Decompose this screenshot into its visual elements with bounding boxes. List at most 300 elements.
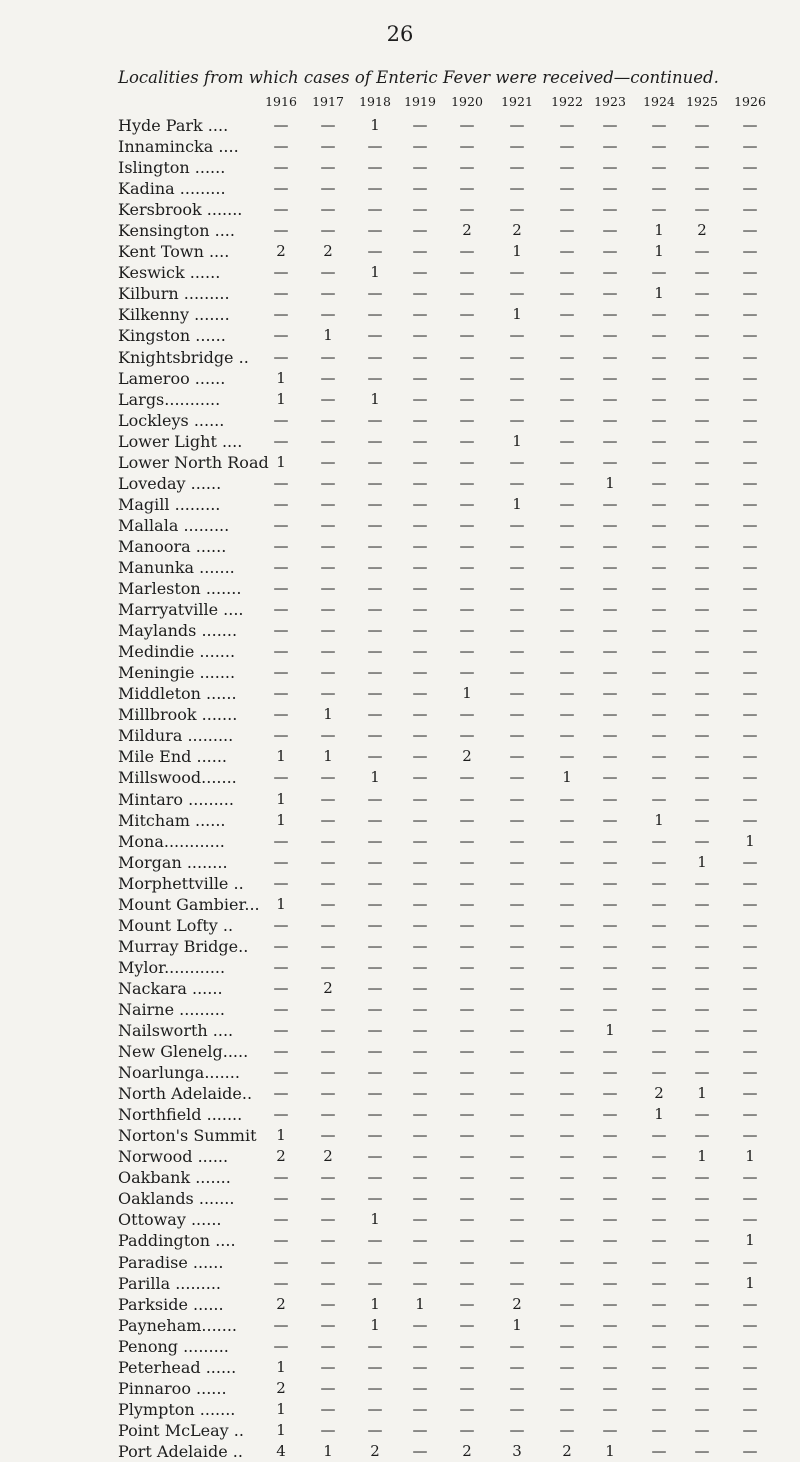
- case-count-cell: —: [273, 642, 289, 661]
- year-header: 1924: [643, 94, 675, 109]
- case-count-cell: —: [651, 515, 667, 534]
- case-count-cell: —: [742, 494, 758, 513]
- case-count-cell: —: [273, 1336, 289, 1355]
- case-count-cell: —: [509, 1105, 525, 1124]
- case-count-cell: —: [367, 326, 383, 345]
- case-count-cell: —: [694, 1378, 710, 1397]
- case-count-cell: —: [367, 1336, 383, 1355]
- case-count-cell: —: [602, 705, 618, 724]
- case-count-cell: —: [509, 557, 525, 576]
- case-count-cell: —: [273, 515, 289, 534]
- locality-name: Parkside ......: [118, 1294, 224, 1314]
- case-count-cell: —: [651, 579, 667, 598]
- case-count-cell: —: [320, 137, 336, 156]
- table-row: [0, 1146, 800, 1167]
- case-count-cell: —: [602, 1336, 618, 1355]
- table-row: [0, 1273, 800, 1294]
- case-count-cell: —: [602, 621, 618, 640]
- locality-name: Northfield .......: [118, 1105, 243, 1125]
- case-count-cell: —: [651, 305, 667, 324]
- case-count-cell: —: [651, 663, 667, 682]
- case-count-cell: —: [602, 642, 618, 661]
- case-count-cell: —: [694, 557, 710, 576]
- case-count-cell: —: [742, 368, 758, 387]
- case-count-cell: —: [602, 1042, 618, 1061]
- case-count-cell: —: [459, 1420, 475, 1439]
- case-count-cell: —: [694, 1252, 710, 1271]
- table-row: [0, 1209, 800, 1230]
- case-count-cell: —: [694, 284, 710, 303]
- case-count-cell: 1: [276, 368, 286, 387]
- case-count-cell: —: [651, 1210, 667, 1229]
- case-count-cell: —: [651, 431, 667, 450]
- case-count-cell: —: [273, 663, 289, 682]
- case-count-cell: —: [459, 1336, 475, 1355]
- case-count-cell: —: [651, 684, 667, 703]
- table-row: [0, 241, 800, 262]
- case-count-cell: —: [694, 1126, 710, 1145]
- case-count-cell: —: [320, 579, 336, 598]
- case-count-cell: —: [509, 978, 525, 997]
- case-count-cell: —: [559, 494, 575, 513]
- locality-name: Kersbrook .......: [118, 200, 243, 220]
- case-count-cell: —: [412, 1315, 428, 1334]
- case-count-cell: —: [602, 1063, 618, 1082]
- case-count-cell: —: [273, 600, 289, 619]
- case-count-cell: —: [412, 1126, 428, 1145]
- case-count-cell: —: [694, 621, 710, 640]
- case-count-cell: —: [651, 179, 667, 198]
- case-count-cell: —: [273, 326, 289, 345]
- case-count-cell: —: [651, 1336, 667, 1355]
- case-count-cell: —: [273, 1252, 289, 1271]
- case-count-cell: —: [694, 600, 710, 619]
- locality-name: Norton's Summit: [118, 1126, 257, 1146]
- case-count-cell: —: [412, 747, 428, 766]
- case-count-cell: —: [367, 684, 383, 703]
- case-count-cell: —: [559, 410, 575, 429]
- case-count-cell: —: [742, 1252, 758, 1271]
- case-count-cell: 2: [276, 1147, 286, 1166]
- case-count-cell: —: [602, 999, 618, 1018]
- case-count-cell: —: [509, 1378, 525, 1397]
- case-count-cell: 1: [697, 852, 707, 871]
- case-count-cell: 1: [562, 768, 572, 787]
- case-count-cell: —: [742, 810, 758, 829]
- case-count-cell: —: [459, 957, 475, 976]
- case-count-cell: —: [412, 137, 428, 156]
- case-count-cell: —: [651, 200, 667, 219]
- case-count-cell: —: [459, 1021, 475, 1040]
- case-count-cell: —: [742, 768, 758, 787]
- case-count-cell: —: [412, 579, 428, 598]
- case-count-cell: —: [602, 1147, 618, 1166]
- case-count-cell: 2: [276, 1294, 286, 1313]
- locality-name: Kensington ....: [118, 221, 235, 241]
- case-count-cell: —: [273, 1231, 289, 1250]
- case-count-cell: —: [459, 179, 475, 198]
- case-count-cell: 1: [745, 1231, 755, 1250]
- locality-name: Hyde Park ....: [118, 116, 229, 135]
- case-count-cell: —: [602, 768, 618, 787]
- case-count-cell: —: [602, 515, 618, 534]
- table-row: [0, 1252, 800, 1273]
- case-count-cell: —: [412, 705, 428, 724]
- table-row: [0, 1399, 800, 1420]
- case-count-cell: —: [651, 831, 667, 850]
- case-count-cell: —: [320, 1420, 336, 1439]
- case-count-cell: —: [559, 116, 575, 134]
- case-count-cell: —: [412, 852, 428, 871]
- case-count-cell: —: [412, 873, 428, 892]
- case-count-cell: —: [694, 768, 710, 787]
- year-header: 1918: [359, 94, 391, 109]
- case-count-cell: —: [694, 1336, 710, 1355]
- case-count-cell: —: [559, 600, 575, 619]
- case-count-cell: —: [320, 1294, 336, 1313]
- case-count-cell: 1: [512, 431, 522, 450]
- case-count-cell: —: [602, 431, 618, 450]
- case-count-cell: —: [651, 999, 667, 1018]
- case-count-cell: —: [559, 452, 575, 471]
- case-count-cell: —: [459, 1042, 475, 1061]
- case-count-cell: —: [694, 1168, 710, 1187]
- case-count-cell: —: [412, 116, 428, 134]
- case-count-cell: —: [651, 915, 667, 934]
- case-count-cell: —: [509, 1210, 525, 1229]
- case-count-cell: —: [509, 621, 525, 640]
- case-count-cell: 1: [745, 831, 755, 850]
- case-count-cell: —: [509, 263, 525, 282]
- table-row: [0, 452, 800, 473]
- case-count-cell: —: [742, 326, 758, 345]
- case-count-cell: —: [742, 389, 758, 408]
- table-row: [0, 262, 800, 283]
- case-count-cell: —: [320, 768, 336, 787]
- case-count-cell: —: [559, 557, 575, 576]
- table-row: [0, 641, 800, 662]
- table-row: [0, 1167, 800, 1188]
- case-count-cell: —: [367, 158, 383, 177]
- case-count-cell: —: [559, 705, 575, 724]
- table-row: [0, 1378, 800, 1399]
- case-count-cell: —: [509, 1063, 525, 1082]
- case-count-cell: —: [602, 852, 618, 871]
- case-count-cell: 1: [697, 1147, 707, 1166]
- case-count-cell: —: [509, 663, 525, 682]
- table-row: [0, 178, 800, 199]
- case-count-cell: 2: [323, 242, 333, 261]
- year-header: 1926: [734, 94, 766, 109]
- case-count-cell: —: [509, 452, 525, 471]
- case-count-cell: —: [602, 978, 618, 997]
- case-count-cell: —: [320, 663, 336, 682]
- case-count-cell: —: [367, 1273, 383, 1292]
- year-header: 1921: [501, 94, 533, 109]
- locality-name: Mallala .........: [118, 515, 230, 535]
- case-count-cell: —: [694, 789, 710, 808]
- case-count-cell: —: [459, 536, 475, 555]
- locality-name: Kent Town ....: [118, 242, 230, 262]
- case-count-cell: —: [320, 1357, 336, 1376]
- case-count-cell: 1: [276, 1420, 286, 1439]
- case-count-cell: —: [459, 410, 475, 429]
- table-row: [0, 1315, 800, 1336]
- case-count-cell: —: [459, 1378, 475, 1397]
- case-count-cell: —: [559, 1378, 575, 1397]
- case-count-cell: —: [559, 642, 575, 661]
- table-row: [0, 999, 800, 1020]
- case-count-cell: —: [367, 810, 383, 829]
- case-count-cell: —: [459, 810, 475, 829]
- case-count-cell: —: [367, 305, 383, 324]
- case-count-cell: —: [367, 1042, 383, 1061]
- table-row: [0, 325, 800, 346]
- case-count-cell: —: [694, 536, 710, 555]
- case-count-cell: —: [412, 789, 428, 808]
- case-count-cell: —: [412, 1357, 428, 1376]
- case-count-cell: 1: [276, 747, 286, 766]
- case-count-cell: —: [412, 600, 428, 619]
- case-count-cell: —: [320, 284, 336, 303]
- case-count-cell: —: [509, 116, 525, 134]
- case-count-cell: —: [602, 579, 618, 598]
- case-count-cell: —: [559, 915, 575, 934]
- case-count-cell: —: [412, 1420, 428, 1439]
- case-count-cell: —: [559, 158, 575, 177]
- case-count-cell: —: [367, 473, 383, 492]
- case-count-cell: —: [559, 894, 575, 913]
- case-count-cell: —: [651, 536, 667, 555]
- case-count-cell: —: [273, 1084, 289, 1103]
- case-count-cell: —: [273, 978, 289, 997]
- case-count-cell: —: [742, 873, 758, 892]
- table-row: [0, 620, 800, 641]
- case-count-cell: —: [367, 536, 383, 555]
- case-count-cell: —: [742, 663, 758, 682]
- case-count-cell: —: [651, 1042, 667, 1061]
- table-row: [0, 157, 800, 178]
- case-count-cell: —: [273, 768, 289, 787]
- case-count-cell: —: [320, 410, 336, 429]
- case-count-cell: —: [367, 494, 383, 513]
- case-count-cell: —: [320, 789, 336, 808]
- case-count-cell: —: [412, 1378, 428, 1397]
- case-count-cell: 1: [512, 305, 522, 324]
- case-count-cell: 2: [323, 1147, 333, 1166]
- case-count-cell: —: [509, 1168, 525, 1187]
- case-count-cell: —: [320, 1315, 336, 1334]
- case-count-cell: 1: [512, 242, 522, 261]
- case-count-cell: —: [367, 200, 383, 219]
- locality-name: Plympton .......: [118, 1399, 236, 1419]
- case-count-cell: —: [367, 1378, 383, 1397]
- case-count-cell: —: [742, 1126, 758, 1145]
- case-count-cell: 1: [276, 1357, 286, 1376]
- locality-name: Mylor............: [118, 957, 226, 977]
- case-count-cell: —: [459, 200, 475, 219]
- locality-name: Lockleys ......: [118, 410, 225, 430]
- case-count-cell: —: [559, 684, 575, 703]
- case-count-cell: —: [602, 410, 618, 429]
- case-count-cell: —: [559, 242, 575, 261]
- case-count-cell: —: [694, 1063, 710, 1082]
- case-count-cell: —: [509, 1231, 525, 1250]
- case-count-cell: —: [320, 431, 336, 450]
- case-count-cell: —: [273, 1210, 289, 1229]
- case-count-cell: —: [694, 179, 710, 198]
- case-count-cell: —: [509, 936, 525, 955]
- case-count-cell: —: [559, 1021, 575, 1040]
- case-count-cell: —: [509, 1336, 525, 1355]
- case-count-cell: —: [742, 978, 758, 997]
- table-row: [0, 1125, 800, 1146]
- case-count-cell: —: [602, 663, 618, 682]
- case-count-cell: —: [367, 894, 383, 913]
- case-count-cell: —: [694, 1021, 710, 1040]
- case-count-cell: —: [320, 557, 336, 576]
- case-count-cell: —: [602, 1231, 618, 1250]
- case-count-cell: —: [320, 1042, 336, 1061]
- case-count-cell: 2: [462, 221, 472, 240]
- table-row: [0, 1230, 800, 1251]
- case-count-cell: —: [509, 831, 525, 850]
- case-count-cell: —: [694, 494, 710, 513]
- case-count-cell: —: [273, 116, 289, 134]
- locality-name: Manoora ......: [118, 536, 227, 556]
- case-count-cell: —: [509, 957, 525, 976]
- case-count-cell: —: [651, 1273, 667, 1292]
- case-count-cell: —: [320, 452, 336, 471]
- case-count-cell: —: [412, 284, 428, 303]
- case-count-cell: —: [559, 789, 575, 808]
- case-count-cell: —: [742, 894, 758, 913]
- table-row: [0, 1188, 800, 1209]
- locality-name: Nairne .........: [118, 999, 225, 1019]
- case-count-cell: —: [459, 389, 475, 408]
- case-count-cell: —: [559, 1168, 575, 1187]
- case-count-cell: —: [367, 1063, 383, 1082]
- table-row: [0, 1062, 800, 1083]
- case-count-cell: —: [602, 1399, 618, 1418]
- case-count-cell: —: [459, 263, 475, 282]
- case-count-cell: —: [367, 600, 383, 619]
- case-count-cell: —: [694, 1399, 710, 1418]
- locality-name: Marryatville ....: [118, 600, 244, 620]
- case-count-cell: —: [602, 957, 618, 976]
- locality-name: Millswood.......: [118, 768, 237, 788]
- case-count-cell: —: [459, 284, 475, 303]
- case-count-cell: —: [412, 1210, 428, 1229]
- case-count-cell: —: [602, 789, 618, 808]
- locality-name: Parilla .........: [118, 1273, 221, 1293]
- locality-name: Nailsworth ....: [118, 1021, 234, 1041]
- case-count-cell: —: [651, 1315, 667, 1334]
- case-count-cell: —: [694, 158, 710, 177]
- case-count-cell: —: [509, 284, 525, 303]
- case-count-cell: —: [559, 1336, 575, 1355]
- case-count-cell: —: [367, 978, 383, 997]
- case-count-cell: —: [651, 1378, 667, 1397]
- case-count-cell: —: [651, 1189, 667, 1208]
- case-count-cell: —: [694, 116, 710, 134]
- case-count-cell: —: [320, 1231, 336, 1250]
- locality-name: Paradise ......: [118, 1252, 224, 1272]
- case-count-cell: —: [459, 1210, 475, 1229]
- case-count-cell: 3: [512, 1441, 522, 1460]
- case-count-cell: —: [742, 116, 758, 134]
- table-row: [0, 662, 800, 683]
- table-row: [0, 220, 800, 241]
- case-count-cell: —: [509, 915, 525, 934]
- case-count-cell: —: [742, 642, 758, 661]
- case-count-cell: —: [559, 515, 575, 534]
- case-count-cell: —: [459, 305, 475, 324]
- case-count-cell: —: [459, 852, 475, 871]
- case-count-cell: —: [509, 410, 525, 429]
- case-count-cell: —: [651, 116, 667, 134]
- case-count-cell: —: [412, 726, 428, 745]
- case-count-cell: —: [651, 726, 667, 745]
- case-count-cell: —: [694, 1273, 710, 1292]
- case-count-cell: —: [273, 999, 289, 1018]
- case-count-cell: —: [320, 999, 336, 1018]
- locality-name: Mildura .........: [118, 726, 234, 746]
- case-count-cell: —: [320, 347, 336, 366]
- case-count-cell: —: [273, 1189, 289, 1208]
- case-count-cell: —: [602, 873, 618, 892]
- case-count-cell: 1: [370, 263, 380, 282]
- case-count-cell: —: [320, 600, 336, 619]
- case-count-cell: —: [742, 1042, 758, 1061]
- case-count-cell: —: [559, 389, 575, 408]
- locality-name: Innamincka ....: [118, 137, 239, 157]
- case-count-cell: —: [412, 621, 428, 640]
- case-count-cell: —: [694, 200, 710, 219]
- case-count-cell: —: [742, 410, 758, 429]
- case-count-cell: —: [367, 726, 383, 745]
- locality-name: Oaklands .......: [118, 1189, 235, 1209]
- case-count-cell: —: [367, 1420, 383, 1439]
- case-count-cell: —: [694, 999, 710, 1018]
- case-count-cell: —: [602, 1189, 618, 1208]
- case-count-cell: —: [320, 936, 336, 955]
- case-count-cell: —: [273, 873, 289, 892]
- case-count-cell: —: [559, 957, 575, 976]
- case-count-cell: —: [509, 1357, 525, 1376]
- case-count-cell: —: [367, 1084, 383, 1103]
- case-count-cell: —: [273, 1168, 289, 1187]
- case-count-cell: —: [694, 663, 710, 682]
- case-count-cell: —: [602, 1420, 618, 1439]
- case-count-cell: —: [602, 684, 618, 703]
- case-count-cell: —: [742, 305, 758, 324]
- case-count-cell: —: [742, 347, 758, 366]
- case-count-cell: —: [559, 831, 575, 850]
- case-count-cell: —: [412, 915, 428, 934]
- case-count-cell: —: [742, 1105, 758, 1124]
- case-count-cell: —: [742, 179, 758, 198]
- case-count-cell: —: [320, 221, 336, 240]
- case-count-cell: —: [273, 1315, 289, 1334]
- table-row: [0, 1357, 800, 1378]
- case-count-cell: —: [559, 579, 575, 598]
- case-count-cell: —: [320, 389, 336, 408]
- case-count-cell: —: [367, 1168, 383, 1187]
- case-count-cell: —: [412, 242, 428, 261]
- case-count-cell: —: [694, 831, 710, 850]
- table-row: [0, 199, 800, 220]
